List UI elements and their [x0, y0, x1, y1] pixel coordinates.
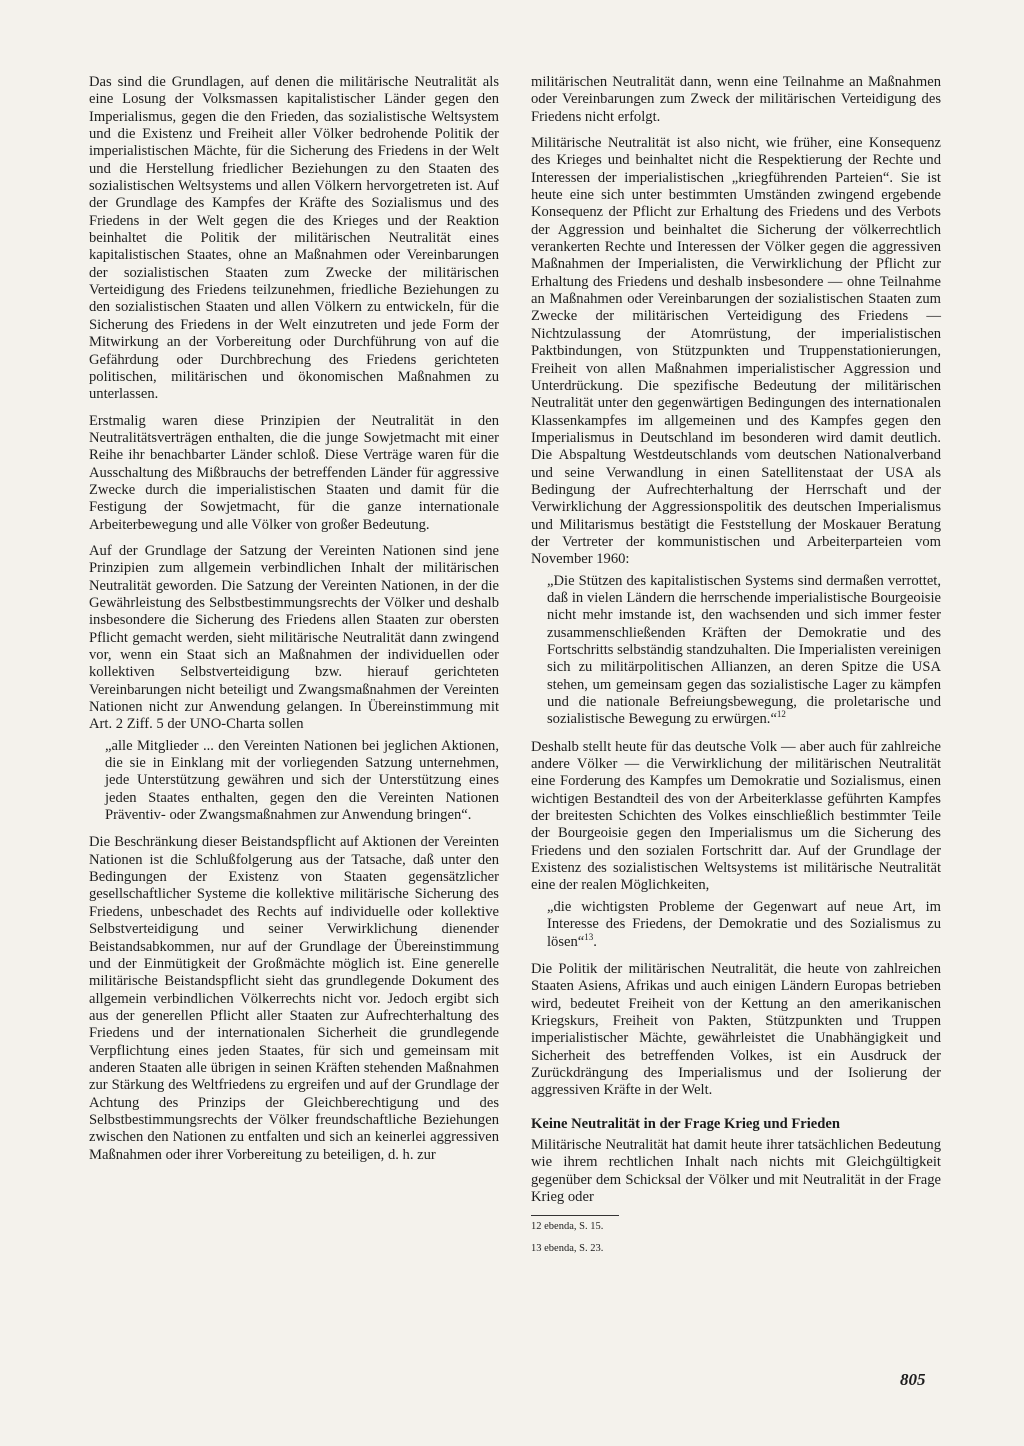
footnote: 13 ebenda, S. 23. [531, 1243, 604, 1255]
section-heading: Keine Neutralität in der Frage Krieg und Frieden [531, 1115, 840, 1132]
paragraph: Das sind die Grundlagen, auf denen die militärische Neutralität als eine Losung der Volksmassen kapitalistischer Länder gegen den Imperialismus, gegen die den Frieden, das sozialistische Weltsystem und die Existenz und Freiheit aller Völker bedrohende Politik der imperialistischen Mächte, für die Sicherung des Friedens in der Welt und die Herstellung friedlicher Beziehungen zu den Staaten des sozialistischen Weltsystems und allen Völkern hervorgetreten ist. Auf der Grundlage des Kampfes der Kräfte des Sozialismus und des Friedens in der Welt gegen die des Krieges und der Reaktion beinhaltet die Politik der militärischen Neutralität eines kapitalistischen Staates, ohne an Maßnahmen oder Vereinbarungen der sozialistischen Staaten zum Zwecke der militärischen Verteidigung des Friedens teilzunehmen, friedliche Beziehungen zu den sozialistischen Staaten und allen Völkern zu entwickeln, für die Sicherung des Friedens in der Welt einzutreten und jede Form der Mitwirkung an der Vorbereitung oder Durchführung von auf die Gefährdung oder Durchbrechung des Friedens gerichteten politischen, militärischen und ökonomischen Maßnahmen zu unterlassen. [89, 74, 499, 403]
footnote-ref: 12 [776, 709, 786, 720]
quote-text: „Die Stützen des kapitalistischen Systems sind dermaßen verrottet, daß in vielen Ländern die herrschende imperialistische Bourgeoisie nicht mehr imstande ist, den wachsenden und sich immer fester zusammenschließenden Kräften der Demokratie und des Fortschritts selbständig standzuhalten. Die Imperialisten vereinigen sich zu militärpolitischen Allianzen, an deren Spitze die USA stehen, um gemeinsam gegen das sozialistische Lager zu kämpfen und die nationale Befreiungsbewegung, die proletarische und sozialistische Bewegung zu erwürgen.“ [547, 572, 941, 728]
paragraph: Die Beschränkung dieser Beistandspflicht auf Aktionen der Vereinten Nationen ist die Schlußfolgerung aus der Tatsache, daß unter den Bedingungen der Existenz von Staaten gegensätzlicher gesellschaftlicher Systeme die kollektive militärische Sicherung des Friedens, unbeschadet des Rechts auf individuelle oder kollektive Selbstverteidigung und seiner Verwirklichung dienender Beistandsabkommen, nur auf der Grundlage der Übereinstimmung und der Einmütigkeit der Großmächte möglich ist. Eine generelle militärische Beistandspflicht sieht das grundlegende Dokument des allgemein verbindlichen Völkerrechts nicht vor. Jedoch ergibt sich aus der generellen Pflicht aller Staaten zur Aufrechterhaltung des Friedens und der internationalen Sicherheit die grundlegende Verpflichtung eines jeden Staates, für sich und gemeinsam mit anderen Staaten alle übrigen in seinen Kräften stehenden Maßnahmen zur Stärkung des Weltfriedens zu ergreifen und auf der Grundlage der Achtung des Prinzips der Gleichberechtigung und des Selbstbestimmungsrechts der Völker freundschaftliche Beziehungen zwischen den Nationen zu entfalten und sich an keinerlei aggressiven Maßnahmen oder ihrer Vorbereitung zu beteiligen, d. h. zur [89, 834, 499, 1163]
footnote-divider [531, 1215, 619, 1216]
page-number: 805 [900, 1370, 926, 1389]
paragraph: Erstmalig waren diese Prinzipien der Neutralität in den Neutralitätsverträgen enthalten, die die junge Sowjetmacht mit einer Reihe ihr benachbarter Länder schloß. Diese Verträge waren für die Ausschaltung des Mißbrauchs der betreffenden Länder für aggressive Zwecke durch die imperialistischen Staaten und damit für die Festigung der Sowjetmacht, für die ganze internationale Arbeiterbewegung und alle Völker von großer Bedeutung. [89, 412, 499, 533]
block-quote: „die wichtigsten Probleme der Gegenwart auf neue Art, im Interesse des Friedens, der Demokratie und des Sozialismus zu lösen“$^{13}$. [547, 898, 941, 950]
left-column [89, 74, 499, 1173]
block-quote [547, 573, 941, 729]
footnote: 12 ebenda, S. 15. [531, 1221, 604, 1233]
quote-text: „die wichtigsten Probleme der Gegenwart auf neue Art, im Interesse des Friedens, der Demokratie und des Sozialismus zu lösen“ [547, 898, 941, 950]
paragraph: Die Politik der militärischen Neutralität, die heute von zahlreichen Staaten Asiens, Afrikas und auch einigen Ländern Europas betrieben wird, bedeutet Freiheit von der Kettung an den amerikanischen Kriegskurs, Freiheit von Pakten, Stützpunkten und Truppen imperialistischer Mächte, gewährleistet die Unabhängigkeit und Sicherheit des betreffenden Volkes, ist ein Ausdruck der Zurückdrängung des Imperialismus und der Isolierung der aggressiven Kräfte in der Welt. [531, 960, 941, 1099]
block-quote: „alle Mitglieder ... den Vereinten Nationen bei jeglichen Aktionen, die sie in Einklang mit der vorliegenden Satzung unternehmen, jede Unterstützung gewähren und sich der Unterstützung eines jeden Staates enthalten, gegen den die Vereinten Nationen Präventiv- oder Zwangsmaßnahmen zur Anwendung bringen“. [105, 737, 499, 824]
footnote-ref: 13 [584, 931, 594, 942]
paragraph: Militärische Neutralität hat damit heute ihrer tatsächlichen Bedeutung wie ihrem rechtlichen Inhalt nach nichts mit Gleichgültigkeit gegenüber dem Schicksal der Völker und mit Neutralität in der Frage Krieg oder [531, 1136, 941, 1205]
paragraph: Deshalb stellt heute für das deutsche Volk — aber auch für zahlreiche andere Völker — die Verwirklichung der militärischen Neutralität eine Forderung des Kampfes um Demokratie und Sozialismus, einen wichtigen Bestandteil des von der Arbeiterklasse geführten Kampfes der breitesten Schichten des Volkes einschließlich bestimmter Teile der Bourgeoisie gegen den Imperialismus um die Sicherung des Friedens und den sozialen Fortschritt dar. Auf der Grundlage der Existenz des sozialistischen Weltsystems ist militärische Neutralität eine der realen Möglichkeiten, [531, 738, 941, 894]
paragraph: Militärische Neutralität ist also nicht, wie früher, eine Konsequenz des Krieges und beinhaltet nicht die Respektierung der Rechte und Interessen der imperialistischen „kriegführenden Parteien“. Sie ist heute eine sich unter bestimmten Umständen zwingend ergebende Konsequenz der Pflicht zur Erhaltung des Friedens und des Verbots der Aggression und beinhaltet die Sicherung der völkerrechtlich verankerten Rechte und Interessen der Völker gegen die aggressiven Maßnahmen der Imperialisten, die Verwirklichung der Pflicht zur Erhaltung des Friedens und deshalb insbesondere — ohne Teilnahme an Maßnahmen oder Vereinbarungen der sozialistischen Staaten zum Zwecke der militärischen Verteidigung des Friedens — Nichtzulassung der Atomrüstung, der imperialistischen Paktbindungen, von Stützpunkten und Truppenstationierungen, Freiheit von allen Maßnahmen imperialistischer Aggression und Unterdrückung. Die spezifische Bedeutung der militärischen Neutralität unter den gegenwärtigen Bedingungen des internationalen Klassenkampfes im allgemeinen und des Kampfes gegen den Imperialismus in Deutschland im besonderen wird damit deutlich. Die Abspaltung Westdeutschlands vom deutschen Nationalverband und seine Verwandlung in einen Satellitenstaat der USA als Bedingung der Aufrechterhaltung der Herrschaft und der Verwirklichung der Aggressionspolitik des deutschen Imperialismus und Militarismus bestätigt die Feststellung der Moskauer Beratung der Vertreter der kommunistischen und Arbeiterparteien vom November 1960: [531, 135, 941, 568]
right-column [531, 74, 941, 1264]
paragraph: Auf der Grundlage der Satzung der Vereinten Nationen sind jene Prinzipien zum allgemein verbindlichen Inhalt der militärischen Neutralität geworden. Die Satzung der Vereinten Nationen, in der die Gewährleistung des Selbstbestimmungsrechts der Völker und deshalb insbesondere die Sicherung des Friedens allen Staaten zur obersten Pflicht gemacht werden, sieht militärische Neutralität dann zwingend vor, wenn ein Staat sich an Maßnahmen der individuellen oder kollektiven Selbstverteidigung bzw. hierauf gerichteten Vereinbarungen nicht beteiligt und Zwangsmaßnahmen der Vereinten Nationen nicht zur Anwendung gelangen. In Übereinstimmung mit Art. 2 Ziff. 5 der UNO-Charta sollen [89, 542, 499, 733]
paragraph: militärischen Neutralität dann, wenn eine Teilnahme an Maßnahmen oder Vereinbarungen zum Zweck der militärischen Verteidigung des Friedens nicht erfolgt. [531, 74, 941, 125]
